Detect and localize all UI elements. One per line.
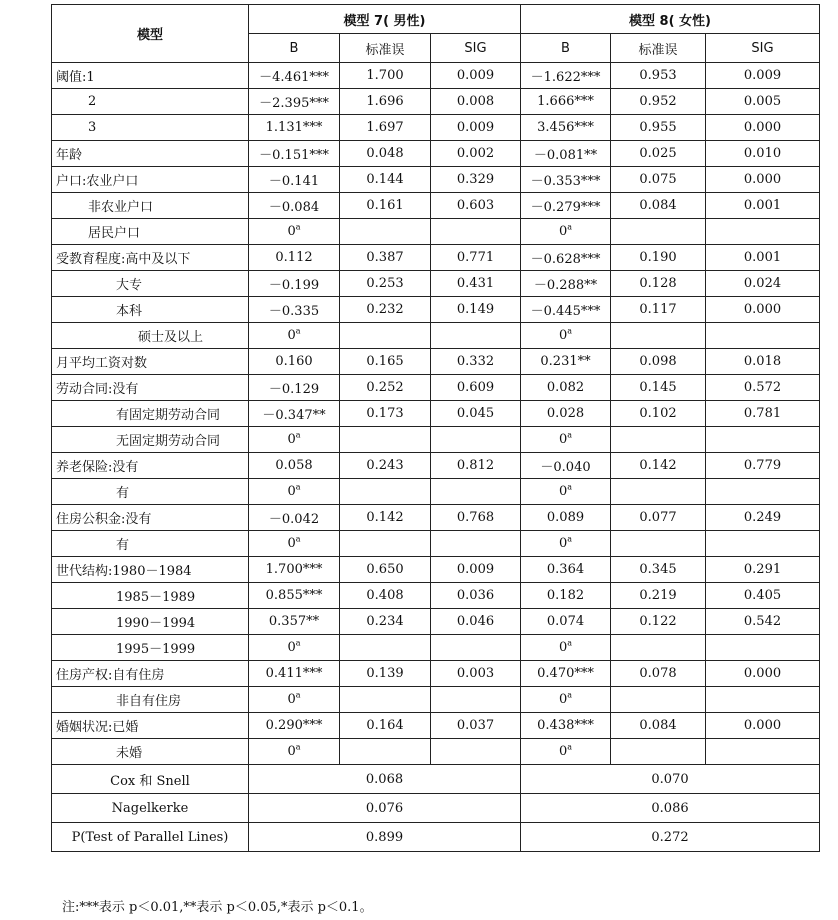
subheader-b-8: B <box>521 34 611 63</box>
cell-m8-b: －0.040 <box>521 453 611 479</box>
cell-m8-se <box>611 427 706 453</box>
cell-m7-b: 0$^a$ <box>249 479 340 505</box>
row-label: 户口:农业户口 <box>52 167 249 193</box>
cell-m8-se <box>611 219 706 245</box>
cell-m8-se: 0.077 <box>611 505 706 531</box>
table-row <box>52 167 820 193</box>
cell-m7-sig: 0.046 <box>431 609 521 635</box>
cell-m7-sig <box>431 635 521 661</box>
subheader-sig-7: SIG <box>431 34 521 63</box>
cell-m8-se: 0.098 <box>611 349 706 375</box>
cell-m8-sig <box>706 635 820 661</box>
row-label: 硕士及以上 <box>52 323 249 349</box>
cell-m8-se: 0.025 <box>611 141 706 167</box>
cell-m7-b: 0.290*** <box>249 713 340 739</box>
table-row <box>52 63 820 89</box>
table-row <box>52 479 820 505</box>
cell-m8-se: 0.345 <box>611 557 706 583</box>
cell-m8-se <box>611 635 706 661</box>
cell-m7-b: －0.335 <box>249 297 340 323</box>
cell-m7-sig: 0.603 <box>431 193 521 219</box>
fit-value-m8: 0.086 <box>521 794 820 823</box>
cell-m8-b: 0.182 <box>521 583 611 609</box>
row-label: 受教育程度:高中及以下 <box>52 245 249 271</box>
row-label: 未婚 <box>52 739 249 765</box>
cell-m8-sig <box>706 687 820 713</box>
cell-m7-sig <box>431 479 521 505</box>
cell-m7-se <box>340 219 431 245</box>
cell-m8-sig: 0.572 <box>706 375 820 401</box>
table-row <box>52 661 820 687</box>
cell-m8-b: 0.438*** <box>521 713 611 739</box>
cell-m8-b: 0$^a$ <box>521 739 611 765</box>
cell-m8-b: 1.666*** <box>521 89 611 115</box>
cell-m7-sig: 0.149 <box>431 297 521 323</box>
cell-m7-sig: 0.003 <box>431 661 521 687</box>
cell-m8-sig: 0.542 <box>706 609 820 635</box>
fit-row <box>52 794 820 823</box>
cell-m8-sig <box>706 531 820 557</box>
table-row <box>52 141 820 167</box>
cell-m8-sig: 0.779 <box>706 453 820 479</box>
table-row <box>52 245 820 271</box>
row-label: 婚姻状况:已婚 <box>52 713 249 739</box>
cell-m7-sig: 0.609 <box>431 375 521 401</box>
table-row <box>52 349 820 375</box>
cell-m7-se: 0.164 <box>340 713 431 739</box>
cell-m8-sig: 0.024 <box>706 271 820 297</box>
cell-m8-b: 0.028 <box>521 401 611 427</box>
table-row <box>52 687 820 713</box>
table-row <box>52 739 820 765</box>
cell-m7-se: 0.234 <box>340 609 431 635</box>
cell-m8-b: 0$^a$ <box>521 323 611 349</box>
cell-m7-sig: 0.009 <box>431 63 521 89</box>
regression-table <box>51 4 820 852</box>
cell-m7-b: 0.357** <box>249 609 340 635</box>
cell-m8-b: 0.089 <box>521 505 611 531</box>
table-note: 注:***表示 p＜0.01,**表示 p＜0.05,*表示 p＜0.1。 <box>62 900 373 915</box>
table-row <box>52 713 820 739</box>
cell-m8-se: 0.084 <box>611 193 706 219</box>
row-label: 大专 <box>52 271 249 297</box>
cell-m8-se: 0.955 <box>611 115 706 141</box>
fit-value-m7: 0.068 <box>249 765 521 794</box>
row-label: 3 <box>52 115 249 141</box>
table-row <box>52 219 820 245</box>
cell-m7-b: 0$^a$ <box>249 687 340 713</box>
cell-m7-sig: 0.009 <box>431 557 521 583</box>
row-label: 1985－1989 <box>52 583 249 609</box>
cell-m7-b: －0.129 <box>249 375 340 401</box>
cell-m8-se: 0.145 <box>611 375 706 401</box>
cell-m7-b: 0.411*** <box>249 661 340 687</box>
table-row <box>52 557 820 583</box>
fit-label: P(Test of Parallel Lines) <box>52 823 249 852</box>
row-label: 月平均工资对数 <box>52 349 249 375</box>
cell-m7-se: 0.144 <box>340 167 431 193</box>
cell-m7-b: －0.151*** <box>249 141 340 167</box>
cell-m8-se <box>611 479 706 505</box>
cell-m7-b: 1.700*** <box>249 557 340 583</box>
cell-m8-se <box>611 739 706 765</box>
table-row <box>52 323 820 349</box>
table-row <box>52 115 820 141</box>
cell-m7-sig <box>431 323 521 349</box>
table-row <box>52 375 820 401</box>
cell-m8-sig: 0.249 <box>706 505 820 531</box>
cell-m7-b: 0$^a$ <box>249 427 340 453</box>
row-label: 非农业户口 <box>52 193 249 219</box>
cell-m7-se: 0.161 <box>340 193 431 219</box>
cell-m8-se: 0.128 <box>611 271 706 297</box>
subheader-b-7: B <box>249 34 340 63</box>
cell-m7-sig <box>431 427 521 453</box>
cell-m7-se <box>340 427 431 453</box>
cell-m7-b: －0.199 <box>249 271 340 297</box>
cell-m8-sig: 0.018 <box>706 349 820 375</box>
row-label: 住房产权:自有住房 <box>52 661 249 687</box>
table-row <box>52 271 820 297</box>
cell-m7-b: －4.461*** <box>249 63 340 89</box>
cell-m8-se: 0.102 <box>611 401 706 427</box>
cell-m7-b: 0.160 <box>249 349 340 375</box>
cell-m7-b: 0$^a$ <box>249 635 340 661</box>
cell-m8-b: 0$^a$ <box>521 635 611 661</box>
row-label: 阈值:1 <box>52 63 249 89</box>
row-label: 2 <box>52 89 249 115</box>
cell-m8-sig <box>706 739 820 765</box>
cell-m8-sig <box>706 427 820 453</box>
table-row <box>52 427 820 453</box>
cell-m7-se <box>340 635 431 661</box>
cell-m7-se: 0.232 <box>340 297 431 323</box>
cell-m7-sig <box>431 219 521 245</box>
table-row <box>52 89 820 115</box>
cell-m8-se: 0.075 <box>611 167 706 193</box>
cell-m7-se: 0.139 <box>340 661 431 687</box>
cell-m7-se: 0.243 <box>340 453 431 479</box>
cell-m8-b: 0$^a$ <box>521 687 611 713</box>
cell-m8-b: －0.353*** <box>521 167 611 193</box>
row-label: 有 <box>52 479 249 505</box>
cell-m8-se: 0.084 <box>611 713 706 739</box>
cell-m8-sig: 0.000 <box>706 297 820 323</box>
row-label: 1990－1994 <box>52 609 249 635</box>
cell-m7-sig: 0.045 <box>431 401 521 427</box>
cell-m7-se <box>340 479 431 505</box>
fit-label: Cox 和 Snell <box>52 765 249 794</box>
cell-m8-sig <box>706 479 820 505</box>
cell-m7-sig: 0.329 <box>431 167 521 193</box>
cell-m7-sig <box>431 739 521 765</box>
cell-m8-b: －0.445*** <box>521 297 611 323</box>
table-row <box>52 583 820 609</box>
cell-m8-b: 0$^a$ <box>521 219 611 245</box>
cell-m8-sig: 0.001 <box>706 245 820 271</box>
cell-m7-se: 0.252 <box>340 375 431 401</box>
header-model7: 模型 7( 男性) <box>249 5 521 34</box>
table-row <box>52 453 820 479</box>
table-row <box>52 635 820 661</box>
cell-m8-se: 0.117 <box>611 297 706 323</box>
table-body <box>52 63 820 852</box>
cell-m7-se: 0.142 <box>340 505 431 531</box>
cell-m8-b: 0$^a$ <box>521 531 611 557</box>
cell-m7-sig <box>431 687 521 713</box>
cell-m8-se: 0.952 <box>611 89 706 115</box>
cell-m7-b: 1.131*** <box>249 115 340 141</box>
cell-m8-se: 0.953 <box>611 63 706 89</box>
fit-value-m7: 0.899 <box>249 823 521 852</box>
cell-m7-sig: 0.332 <box>431 349 521 375</box>
cell-m7-se: 0.048 <box>340 141 431 167</box>
cell-m7-se: 0.650 <box>340 557 431 583</box>
cell-m7-sig: 0.009 <box>431 115 521 141</box>
cell-m8-se: 0.122 <box>611 609 706 635</box>
cell-m7-se: 0.165 <box>340 349 431 375</box>
cell-m8-sig <box>706 219 820 245</box>
cell-m8-b: －0.081** <box>521 141 611 167</box>
cell-m8-b: －0.288** <box>521 271 611 297</box>
cell-m7-sig: 0.812 <box>431 453 521 479</box>
cell-m7-se <box>340 687 431 713</box>
cell-m8-sig: 0.291 <box>706 557 820 583</box>
cell-m8-sig: 0.000 <box>706 115 820 141</box>
cell-m7-sig: 0.037 <box>431 713 521 739</box>
row-label: 有 <box>52 531 249 557</box>
cell-m7-b: 0.058 <box>249 453 340 479</box>
cell-m7-sig: 0.768 <box>431 505 521 531</box>
cell-m7-b: 0$^a$ <box>249 323 340 349</box>
cell-m7-se: 1.700 <box>340 63 431 89</box>
cell-m7-b: －2.395*** <box>249 89 340 115</box>
header-model: 模型 <box>52 5 249 63</box>
fit-value-m8: 0.070 <box>521 765 820 794</box>
cell-m7-sig: 0.036 <box>431 583 521 609</box>
fit-value-m8: 0.272 <box>521 823 820 852</box>
cell-m7-sig: 0.002 <box>431 141 521 167</box>
cell-m7-sig: 0.008 <box>431 89 521 115</box>
cell-m7-se: 1.696 <box>340 89 431 115</box>
table-row <box>52 297 820 323</box>
cell-m8-sig: 0.009 <box>706 63 820 89</box>
cell-m7-se: 0.387 <box>340 245 431 271</box>
cell-m8-se: 0.142 <box>611 453 706 479</box>
cell-m8-sig: 0.000 <box>706 713 820 739</box>
cell-m8-sig: 0.005 <box>706 89 820 115</box>
table-row <box>52 609 820 635</box>
row-label: 劳动合同:没有 <box>52 375 249 401</box>
cell-m8-sig <box>706 323 820 349</box>
cell-m7-b: 0$^a$ <box>249 531 340 557</box>
row-label: 居民户口 <box>52 219 249 245</box>
cell-m8-sig: 0.001 <box>706 193 820 219</box>
cell-m7-b: 0$^a$ <box>249 219 340 245</box>
row-label: 世代结构:1980－1984 <box>52 557 249 583</box>
subheader-se-8: 标准误 <box>611 34 706 63</box>
subheader-se-7: 标准误 <box>340 34 431 63</box>
cell-m8-sig: 0.000 <box>706 167 820 193</box>
cell-m8-sig: 0.405 <box>706 583 820 609</box>
row-label: 住房公积金:没有 <box>52 505 249 531</box>
table-row <box>52 401 820 427</box>
cell-m8-b: －0.279*** <box>521 193 611 219</box>
cell-m7-sig: 0.771 <box>431 245 521 271</box>
cell-m7-se <box>340 323 431 349</box>
row-label: 无固定期劳动合同 <box>52 427 249 453</box>
row-label: 年龄 <box>52 141 249 167</box>
cell-m8-b: －1.622*** <box>521 63 611 89</box>
cell-m8-b: 0$^a$ <box>521 479 611 505</box>
cell-m8-b: 0$^a$ <box>521 427 611 453</box>
table-row <box>52 505 820 531</box>
cell-m7-se <box>340 531 431 557</box>
cell-m7-b: －0.141 <box>249 167 340 193</box>
row-label: 有固定期劳动合同 <box>52 401 249 427</box>
cell-m8-sig: 0.781 <box>706 401 820 427</box>
cell-m8-se <box>611 687 706 713</box>
cell-m8-se: 0.219 <box>611 583 706 609</box>
cell-m8-b: 0.470*** <box>521 661 611 687</box>
fit-value-m7: 0.076 <box>249 794 521 823</box>
cell-m8-b: 0.231** <box>521 349 611 375</box>
cell-m7-b: －0.084 <box>249 193 340 219</box>
table-row <box>52 531 820 557</box>
cell-m8-b: 3.456*** <box>521 115 611 141</box>
table-row <box>52 193 820 219</box>
cell-m7-se: 0.408 <box>340 583 431 609</box>
cell-m8-b: 0.082 <box>521 375 611 401</box>
cell-m8-se <box>611 323 706 349</box>
cell-m8-se: 0.190 <box>611 245 706 271</box>
cell-m8-b: 0.364 <box>521 557 611 583</box>
row-label: 养老保险:没有 <box>52 453 249 479</box>
row-label: 非自有住房 <box>52 687 249 713</box>
cell-m7-b: 0.855*** <box>249 583 340 609</box>
fit-row <box>52 765 820 794</box>
subheader-sig-8: SIG <box>706 34 820 63</box>
cell-m7-sig: 0.431 <box>431 271 521 297</box>
cell-m7-se: 1.697 <box>340 115 431 141</box>
cell-m7-b: －0.347** <box>249 401 340 427</box>
cell-m8-sig: 0.010 <box>706 141 820 167</box>
row-label: 本科 <box>52 297 249 323</box>
cell-m8-se <box>611 531 706 557</box>
cell-m8-sig: 0.000 <box>706 661 820 687</box>
cell-m7-se: 0.253 <box>340 271 431 297</box>
cell-m7-sig <box>431 531 521 557</box>
cell-m8-b: －0.628*** <box>521 245 611 271</box>
fit-label: Nagelkerke <box>52 794 249 823</box>
cell-m7-b: 0$^a$ <box>249 739 340 765</box>
row-label: 1995－1999 <box>52 635 249 661</box>
cell-m8-se: 0.078 <box>611 661 706 687</box>
cell-m7-b: －0.042 <box>249 505 340 531</box>
cell-m8-b: 0.074 <box>521 609 611 635</box>
fit-row <box>52 823 820 852</box>
header-model8: 模型 8( 女性) <box>521 5 820 34</box>
cell-m7-se <box>340 739 431 765</box>
cell-m7-b: 0.112 <box>249 245 340 271</box>
cell-m7-se: 0.173 <box>340 401 431 427</box>
